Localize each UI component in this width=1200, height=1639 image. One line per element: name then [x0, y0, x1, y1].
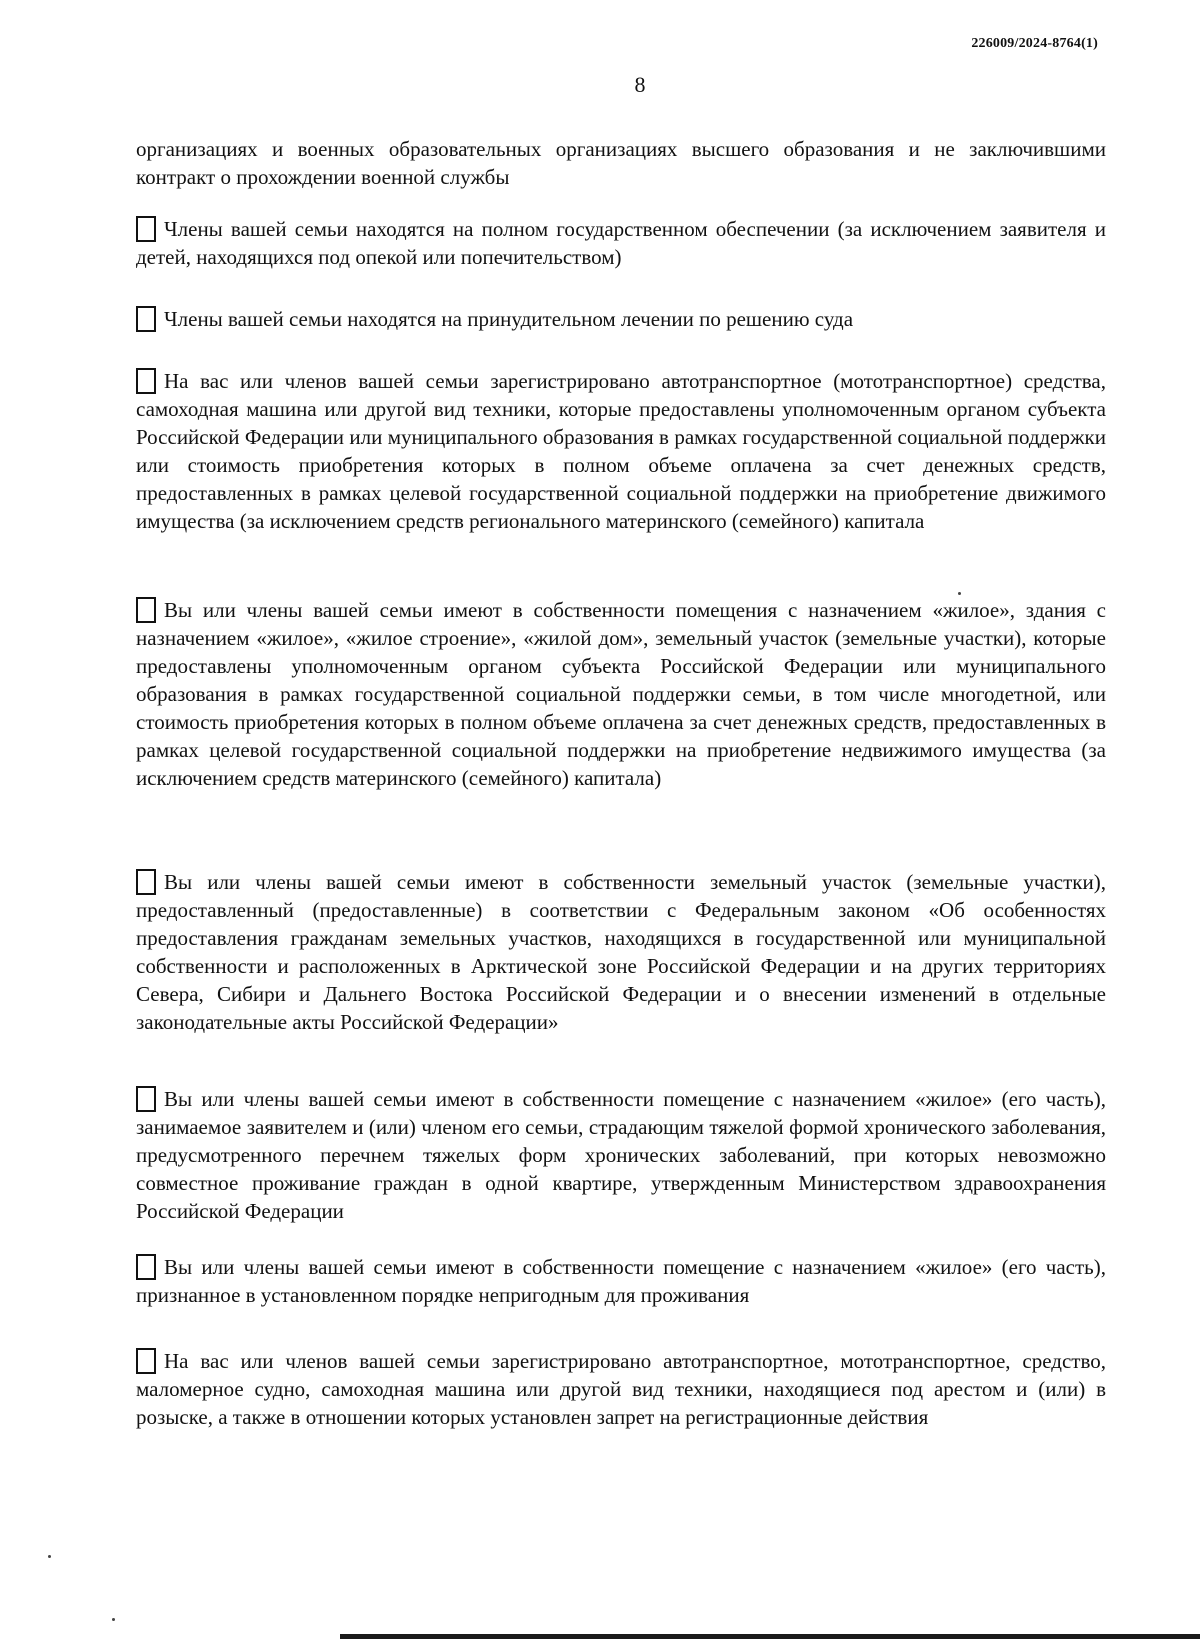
item-vehicle-arrest [136, 1347, 1106, 1431]
item-text: Члены вашей семьи находятся на принудительном лечении по решению суда [164, 307, 854, 331]
checkbox[interactable] [136, 216, 156, 242]
item-text: На вас или членов вашей семьи зарегистрировано автотранспортное, мототранспортное, средство, маломерное судно, самоходная машина или другой вид техники, находящиеся под арестом и (или) в розыске, а также в отношении которых установлен запрет на регистрационные действия [136, 1349, 1106, 1429]
item-arctic-land-plot [136, 868, 1106, 1036]
item-unfit-housing [136, 1253, 1106, 1309]
item-vehicle-state-support [136, 367, 1106, 535]
checkbox[interactable] [136, 1086, 156, 1112]
scan-speck [112, 1618, 115, 1621]
scan-speck [48, 1555, 51, 1558]
checkbox[interactable] [136, 1348, 156, 1374]
checkbox[interactable] [136, 869, 156, 895]
item-text: Вы или члены вашей семьи имеют в собственности помещение с назначением «жилое» (его часть), занимаемое заявителем и (или) членом его семьи, страдающим тяжелой формой хронического заболевания, предусмотренного перечнем тяжелых форм хронических заболеваний, при которых невозможно совместное проживание граждан в одной квартире, утвержденным Министерством здравоохранения Российской Федерации [136, 1087, 1106, 1223]
scan-speck [958, 592, 961, 595]
item-compulsory-treatment [136, 305, 1106, 333]
item-text: На вас или членов вашей семьи зарегистрировано автотранспортное (мототранспортное) средства, самоходная машина или другой вид техники, которые предоставлены уполномоченным органом субъекта Российской Федерации или муниципального образования в рамках государственной социальной поддержки или стоимость приобретения которых в полном объеме оплачена за счет денежных средств, предоставленных в рамках целевой государственной социальной поддержки на приобретение движимого имущества (за исключением средств регионального материнского (семейного) капитала [136, 369, 1106, 533]
item-full-state-support [136, 215, 1106, 271]
item-text: Вы или члены вашей семьи имеют в собственности земельный участок (земельные участки), предоставленный (предоставленные) в соответствии с Федеральным законом «Об особенностях предоставления гражданам земельных участков, находящихся в государственной или муниципальной собственности и расположенных в Арктической зоне Российской Федерации и на других территориях Севера, Сибири и Дальнего Востока Российской Федерации и о внесении изменений в отдельные законодательные акты Российской Федерации» [136, 870, 1106, 1034]
document-number: 226009/2024-8764(1) [971, 36, 1098, 51]
intro-paragraph: организациях и военных образовательных организациях высшего образования и не заключившими контракт о прохождении военной службы [136, 137, 1106, 189]
page-number: 8 [634, 72, 646, 97]
checkbox[interactable] [136, 597, 156, 623]
item-text: Вы или члены вашей семьи имеют в собственности помещение с назначением «жилое» (его часть), признанное в установленном порядке непригодным для проживания [136, 1255, 1106, 1307]
checkbox[interactable] [136, 368, 156, 394]
item-residential-property-state-support [136, 596, 1106, 792]
scan-edge-bar [340, 1634, 1200, 1639]
item-text: Члены вашей семьи находятся на полном государственном обеспечении (за исключением заявителя и детей, находящихся под опекой или попечительством) [136, 217, 1106, 269]
checkbox[interactable] [136, 306, 156, 332]
item-chronic-disease-housing [136, 1085, 1106, 1225]
checkbox[interactable] [136, 1254, 156, 1280]
item-text: Вы или члены вашей семьи имеют в собственности помещения с назначением «жилое», здания с назначением «жилое», «жилое строение», «жилой дом», земельный участок (земельные участки), которые предоставлены уполномоченным органом субъекта Российской Федерации или муниципального образования в рамках государственной социальной поддержки семьи, в том числе многодетной, или стоимость приобретения которых в полном объеме оплачена за счет денежных средств, предоставленных в рамках целевой государственной социальной поддержки на приобретение недвижимого имущества (за исключением средств материнского (семейного) капитала) [136, 598, 1106, 790]
